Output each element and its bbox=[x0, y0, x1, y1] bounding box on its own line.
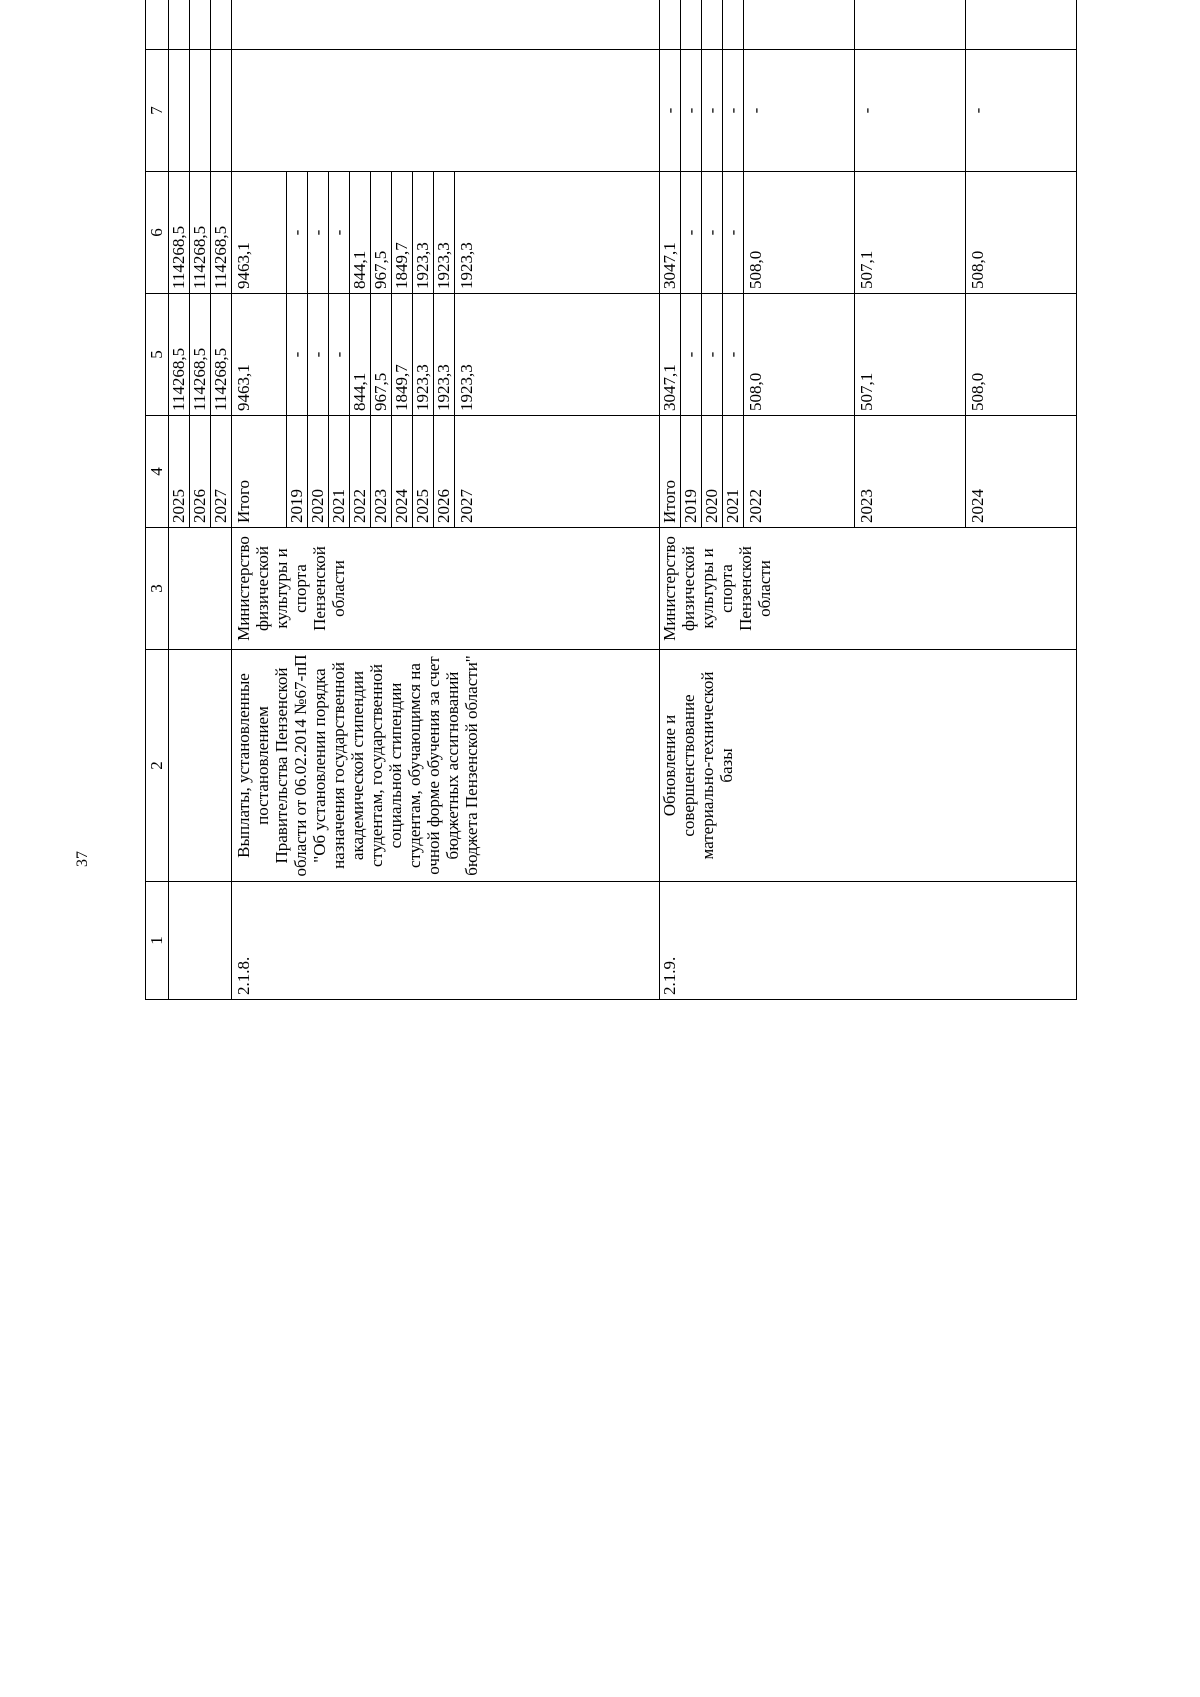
amount-cell: 3047,1 bbox=[660, 172, 681, 294]
amount-cell: 1923,3 bbox=[434, 294, 455, 416]
year-cell: 2020 bbox=[308, 416, 329, 528]
col-header-5: 5 bbox=[146, 294, 169, 416]
empty-cell bbox=[190, 0, 211, 50]
measure-executor: Министерство физической культуры и спорта Пензенской области bbox=[232, 528, 660, 650]
amount-cell: 114268,5 bbox=[169, 172, 190, 294]
empty-dash-cell: - bbox=[660, 50, 681, 172]
amount-cell: - bbox=[287, 294, 308, 416]
amount-cell: 114268,5 bbox=[190, 172, 211, 294]
amount-cell: 507,1 bbox=[855, 294, 966, 416]
empty-dash-cell: - bbox=[681, 50, 702, 172]
empty-dash-cell bbox=[744, 0, 855, 50]
col-header-3: 3 bbox=[146, 528, 169, 650]
amount-cell: 967,5 bbox=[371, 172, 392, 294]
empty-dash-cell: - bbox=[744, 50, 855, 172]
col-header-4: 4 bbox=[146, 416, 169, 528]
amount-cell: 844,1 bbox=[350, 172, 371, 294]
cont-num-cell bbox=[169, 882, 232, 1000]
amount-cell: - bbox=[681, 172, 702, 294]
cont-executor-cell bbox=[169, 528, 232, 650]
amount-cell: - bbox=[723, 294, 744, 416]
year-cell: 2026 bbox=[434, 416, 455, 528]
amount-cell: 1849,7 bbox=[392, 172, 413, 294]
year-cell: 2024 bbox=[392, 416, 413, 528]
amount-cell: - bbox=[723, 172, 744, 294]
year-cell: 2019 bbox=[681, 416, 702, 528]
amount-cell: - bbox=[308, 294, 329, 416]
year-cell: 2025 bbox=[169, 416, 190, 528]
rotated-table-wrapper bbox=[145, 40, 1105, 1692]
empty-cell bbox=[211, 50, 232, 172]
empty-dash-cell bbox=[966, 0, 1077, 50]
empty-cell bbox=[169, 50, 190, 172]
continuation-row bbox=[169, 0, 190, 1000]
measure-executor: Министерство физической культуры и спорта Пензенской области bbox=[660, 528, 1077, 650]
amount-cell: 9463,1 bbox=[232, 172, 287, 294]
measure-number: 2.1.9. bbox=[660, 882, 1077, 1000]
amount-cell: 508,0 bbox=[966, 294, 1077, 416]
empty-dash-cell bbox=[723, 0, 744, 50]
amount-cell: 1849,7 bbox=[392, 294, 413, 416]
year-cell: 2022 bbox=[744, 416, 855, 528]
empty-cell bbox=[169, 0, 190, 50]
empty-cell bbox=[232, 0, 660, 50]
amount-cell: - bbox=[702, 172, 723, 294]
amount-cell: - bbox=[681, 294, 702, 416]
cont-name-cell bbox=[169, 650, 232, 882]
header-row bbox=[146, 0, 169, 1000]
empty-cell bbox=[211, 0, 232, 50]
year-cell: 2023 bbox=[371, 416, 392, 528]
amount-cell: - bbox=[287, 172, 308, 294]
empty-dash-cell: - bbox=[966, 50, 1077, 172]
empty-dash-cell: - bbox=[723, 50, 744, 172]
empty-dash-cell: - bbox=[855, 50, 966, 172]
year-cell: 2021 bbox=[329, 416, 350, 528]
empty-dash-cell bbox=[681, 0, 702, 50]
amount-cell: 508,0 bbox=[744, 172, 855, 294]
measure-2-1-9-total-row bbox=[660, 0, 681, 1000]
year-cell: Итого bbox=[660, 416, 681, 528]
measure-2-1-8-total-row bbox=[232, 0, 287, 1000]
year-cell: 2020 bbox=[702, 416, 723, 528]
program-table bbox=[145, 0, 1077, 1000]
col-header-2: 2 bbox=[146, 650, 169, 882]
col-header-7: 7 bbox=[146, 50, 169, 172]
year-cell: Итого bbox=[232, 416, 287, 528]
measure-number: 2.1.8. bbox=[232, 882, 660, 1000]
col-header-1: 1 bbox=[146, 882, 169, 1000]
amount-cell: 9463,1 bbox=[232, 294, 287, 416]
amount-cell: 1923,3 bbox=[455, 172, 660, 294]
empty-dash-cell bbox=[855, 0, 966, 50]
year-cell: 2021 bbox=[723, 416, 744, 528]
amount-cell: 508,0 bbox=[744, 294, 855, 416]
page-number: 37 bbox=[74, 851, 91, 867]
empty-dash-cell bbox=[660, 0, 681, 50]
measure-name: Обновление и совершенствование материально-технической базы bbox=[660, 650, 1077, 882]
amount-cell: 114268,5 bbox=[169, 294, 190, 416]
empty-dash-cell: - bbox=[702, 50, 723, 172]
amount-cell: 114268,5 bbox=[190, 294, 211, 416]
year-cell: 2019 bbox=[287, 416, 308, 528]
col-header-6: 6 bbox=[146, 172, 169, 294]
amount-cell: 508,0 bbox=[966, 172, 1077, 294]
amount-cell: 1923,3 bbox=[413, 294, 434, 416]
year-cell: 2024 bbox=[966, 416, 1077, 528]
col-header-8 bbox=[146, 0, 169, 50]
amount-cell: - bbox=[702, 294, 723, 416]
amount-cell: 967,5 bbox=[371, 294, 392, 416]
amount-cell: 1923,3 bbox=[434, 172, 455, 294]
amount-cell: 114268,5 bbox=[211, 172, 232, 294]
amount-cell: 1923,3 bbox=[455, 294, 660, 416]
amount-cell: 844,1 bbox=[350, 294, 371, 416]
amount-cell: 3047,1 bbox=[660, 294, 681, 416]
empty-cell bbox=[190, 50, 211, 172]
amount-cell: - bbox=[329, 294, 350, 416]
year-cell: 2022 bbox=[350, 416, 371, 528]
measure-name: Выплаты, установленные постановлением Правительства Пензенской области от 06.02.2014 №67-пП "Об установлении порядка назначения государственной академической стипендии студентам, государственной социальной стипендии студентам, обучающимся на очной форме обучения за счет бюджетных ассигнований бюджета Пензенской области" bbox=[232, 650, 660, 882]
year-cell: 2026 bbox=[190, 416, 211, 528]
year-cell: 2023 bbox=[855, 416, 966, 528]
year-cell: 2027 bbox=[211, 416, 232, 528]
empty-dash-cell bbox=[702, 0, 723, 50]
rotated-sheet bbox=[145, 0, 1105, 1000]
year-cell: 2025 bbox=[413, 416, 434, 528]
amount-cell: 114268,5 bbox=[211, 294, 232, 416]
year-cell: 2027 bbox=[455, 416, 660, 528]
amount-cell: 507,1 bbox=[855, 172, 966, 294]
amount-cell: - bbox=[308, 172, 329, 294]
amount-cell: 1923,3 bbox=[413, 172, 434, 294]
empty-cell bbox=[232, 50, 660, 172]
amount-cell: - bbox=[329, 172, 350, 294]
